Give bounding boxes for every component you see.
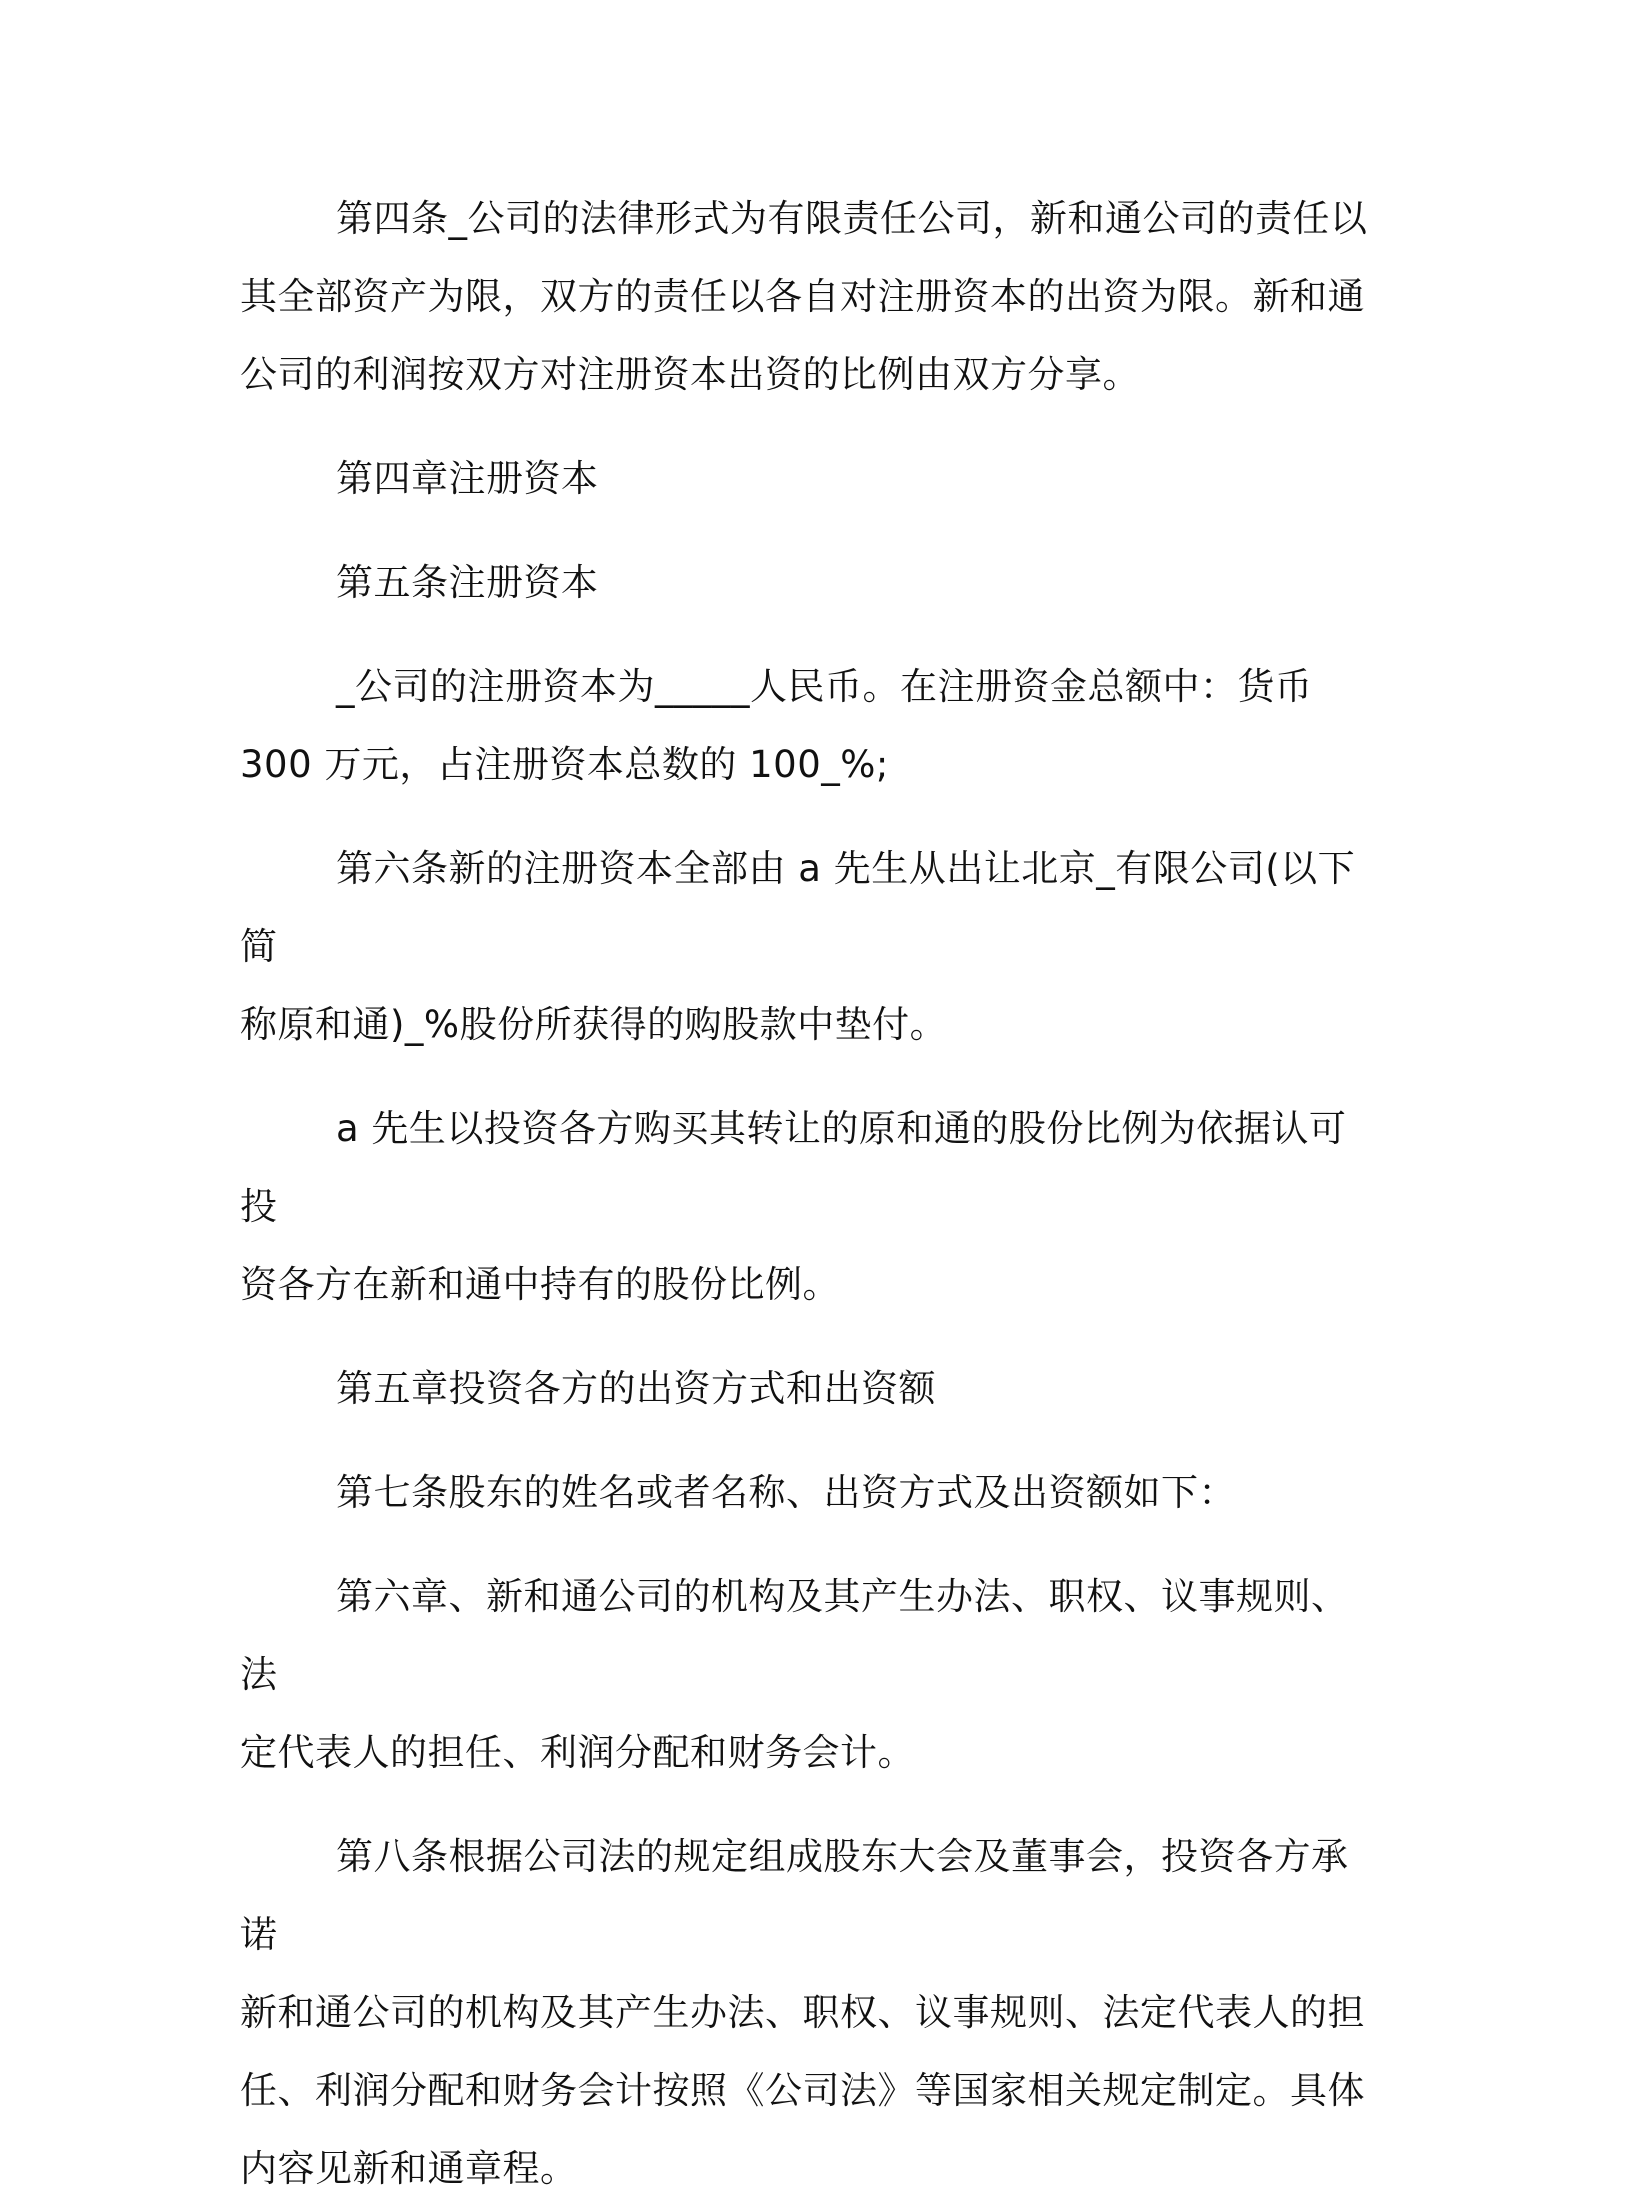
paragraph-article-4 bbox=[240, 180, 1380, 414]
text-line: 任、利润分配和财务会计按照《公司法》等国家相关规定制定。具体 bbox=[240, 2069, 1365, 2112]
text-line: 300 万元，占注册资本总数的 100_%; bbox=[240, 743, 889, 786]
text-line: 第四条_公司的法律形式为有限责任公司，新和通公司的责任以 bbox=[336, 197, 1368, 240]
chapter-heading-6 bbox=[240, 1558, 1380, 1792]
document-page bbox=[240, 180, 1380, 2208]
text-line: _公司的注册资本为_____人民币。在注册资金总额中：货币 bbox=[336, 665, 1313, 708]
text-line: 第六章、新和通公司的机构及其产生办法、职权、议事规则、法 bbox=[240, 1575, 1349, 1696]
paragraph-article-7 bbox=[240, 1454, 1380, 1532]
text-line: 其全部资产为限，双方的责任以各自对注册资本的出资为限。新和通 bbox=[240, 275, 1365, 318]
text-line: 称原和通)_%股份所获得的购股款中垫付。 bbox=[240, 1003, 948, 1046]
text-line: 公司的利润按双方对注册资本出资的比例由双方分享。 bbox=[240, 353, 1140, 396]
paragraph-registered-capital bbox=[240, 648, 1380, 804]
text-line: 内容见新和通章程。 bbox=[240, 2147, 578, 2190]
text-line: 新和通公司的机构及其产生办法、职权、议事规则、法定代表人的担 bbox=[240, 1991, 1365, 2034]
text-line: 第五章投资各方的出资方式和出资额 bbox=[336, 1367, 936, 1410]
paragraph-article-8 bbox=[240, 1818, 1380, 2208]
chapter-heading-4 bbox=[240, 440, 1380, 518]
paragraph-article-6 bbox=[240, 830, 1380, 1064]
text-line: 第四章注册资本 bbox=[336, 457, 599, 500]
text-line: a 先生以投资各方购买其转让的原和通的股份比例为依据认可投 bbox=[240, 1107, 1347, 1228]
text-line: 定代表人的担任、利润分配和财务会计。 bbox=[240, 1731, 915, 1774]
text-line: 第七条股东的姓名或者名称、出资方式及出资额如下： bbox=[336, 1471, 1236, 1514]
paragraph-share-ratio bbox=[240, 1090, 1380, 1324]
chapter-heading-5 bbox=[240, 1350, 1380, 1428]
text-line: 第八条根据公司法的规定组成股东大会及董事会，投资各方承诺 bbox=[240, 1835, 1349, 1956]
text-line: 资各方在新和通中持有的股份比例。 bbox=[240, 1263, 840, 1306]
text-line: 第五条注册资本 bbox=[336, 561, 599, 604]
article-heading-5 bbox=[240, 544, 1380, 622]
text-line: 第六条新的注册资本全部由 a 先生从出让北京_有限公司(以下简 bbox=[240, 847, 1356, 968]
